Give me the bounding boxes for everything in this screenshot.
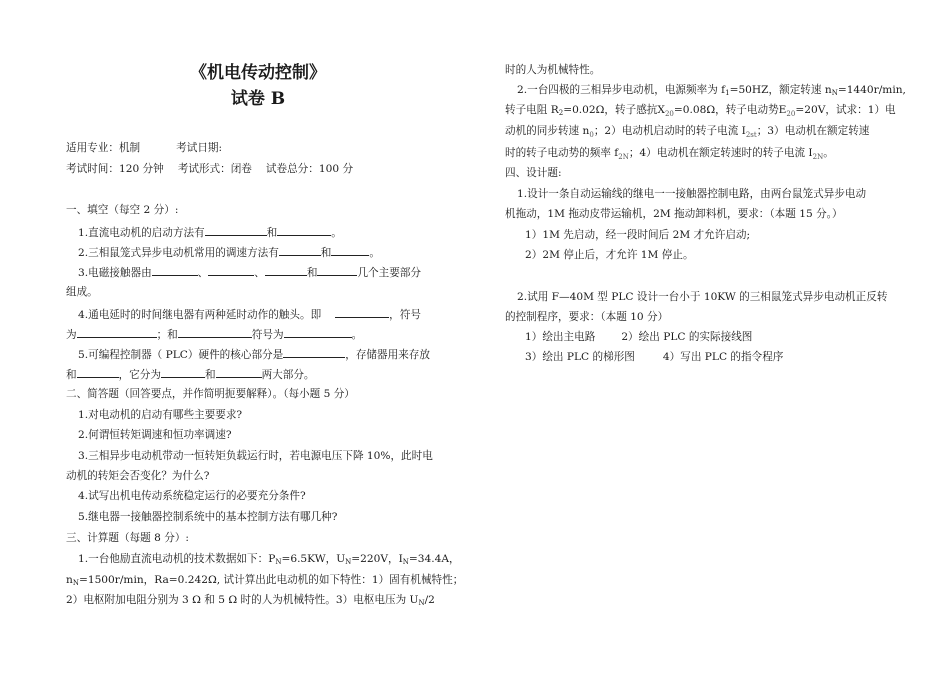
answer-blank bbox=[277, 224, 331, 236]
s1-q1: 1.直流电动机的启动方法有 和 。 bbox=[78, 224, 342, 240]
answer-blank bbox=[335, 306, 389, 318]
s4-q1-req2: 2）2M 停止后，才允许 1M 停止。 bbox=[525, 249, 694, 261]
s2-q1: 1.对电动机的启动有哪些主要要求? bbox=[78, 409, 243, 421]
s1-q2: 2.三相鼠笼式异步电动机常用的调速方法有 和 。 bbox=[78, 244, 380, 260]
answer-blank bbox=[161, 366, 205, 378]
exam-subtitle: 试卷 B bbox=[230, 89, 286, 109]
s1-q4: 4.通电延时的时间继电器有两种延时动作的触头。即 ，符号 bbox=[78, 306, 421, 322]
s3-q2-line4: 时的转子电动势的频率 $f_{2N}$；4）电动机在额定转速时的转子电流 $I_{2N}$。 bbox=[505, 147, 834, 161]
s4-q1-req1: 1）1M 先启动，经一段时间后 2M 才允许启动; bbox=[525, 229, 751, 241]
s3-q2-line3: 动机的同步转速 $n_0$；2）电动机启动时的转子电流 $I_{2st}$；3）电动机在额定转速 bbox=[505, 125, 870, 139]
meta-total-score: 试卷总分：100 分 bbox=[265, 163, 354, 175]
s2-q5: 5.继电器一接触器控制系统中的基本控制方法有哪几种? bbox=[78, 511, 338, 523]
s3-q1-line3: 2）电枢附加电阻分别为 3 Ω 和 5 Ω 时的人为机械特性。3）电枢电压为 $U_N/2$ bbox=[66, 594, 435, 607]
s4-q2-reqs-2: 3）绘出 PLC 的梯形图 4）写出 PLC 的指令程序 bbox=[525, 351, 784, 363]
s4-q1-line1: 1.设计一条自动运输线的继电一一接触器控制电路，由两台鼠笼式异步电动 bbox=[517, 188, 867, 200]
answer-blank bbox=[77, 326, 157, 338]
section-3-heading: 三、计算题（每题 8 分）: bbox=[66, 532, 189, 544]
answer-blank bbox=[178, 326, 252, 338]
section-2-heading: 二、简答题（回答要点，并作简明扼要解释）。（每小题 5 分） bbox=[66, 388, 355, 400]
answer-blank bbox=[77, 366, 119, 378]
answer-blank bbox=[283, 346, 345, 358]
section-4-heading: 四、设计题: bbox=[505, 167, 562, 179]
s1-q4-cont: 为 ；和 符号为 。 bbox=[66, 326, 362, 342]
s4-q2-reqs-1: 1）绘出主电路 2）绘出 PLC 的实际接线图 bbox=[525, 331, 753, 343]
answer-blank bbox=[279, 244, 321, 256]
s1-q3: 3.电磁接触器由 、 、 和 几个主要部分 bbox=[78, 264, 421, 280]
s2-q3-cont: 动机的转矩会否变化？为什么? bbox=[66, 470, 210, 482]
s2-q4: 4.试写出机电传动系统稳定运行的必要充分条件? bbox=[78, 490, 306, 502]
s1-q3-cont: 组成。 bbox=[66, 286, 98, 298]
answer-blank bbox=[284, 326, 352, 338]
s2-q2: 2.何谓恒转矩调速和恒功率调速? bbox=[78, 429, 232, 441]
section-1-heading: 一、填空（每空 2 分）: bbox=[66, 204, 179, 216]
s3-q2-line1: 2.一台四极的三相异步电动机，电源频率为 $f_1=50HZ$，额定转速 $n_N=1440r/\min$, bbox=[517, 84, 906, 97]
s3-q1-line2: $n_N=1500r/\min$，Ra=0.242Ω, 试计算出此电动机的如下特性：1）固有机械特性； bbox=[66, 574, 464, 587]
answer-blank bbox=[152, 264, 198, 276]
meta-line-2 bbox=[66, 162, 353, 176]
s1-q5-cont: 和 ，它分为 和 两大部分。 bbox=[66, 366, 315, 382]
answer-blank bbox=[205, 224, 267, 236]
meta-exam-date: 考试日期: bbox=[176, 142, 223, 154]
answer-blank bbox=[208, 264, 254, 276]
s2-q3: 3.三相异步电动机带动一恒转矩负载运行时，若电源电压下降 10%，此时电 bbox=[78, 450, 433, 462]
answer-blank bbox=[265, 264, 307, 276]
s1-q5: 5.可编程控制器（ PLC）硬件的核心部分是 ，存储器用来存放 bbox=[78, 346, 430, 362]
meta-exam-time: 考试时间：120 分钟 bbox=[66, 163, 164, 175]
s4-q1-line2: 机拖动，1M 拖动皮带运输机，2M 拖动卸料机，要求：（本题 15 分。） bbox=[505, 208, 843, 220]
meta-major: 适用专业：机制 bbox=[66, 142, 141, 154]
answer-blank bbox=[331, 244, 369, 256]
s3-q1-line1: 1.一台他励直流电动机的技术数据如下：$P_N=6.5KW$，$U_N=220V$，$I_N=34.4A$， bbox=[78, 553, 460, 566]
s3-q2-line2: 转子电阻 $R_2=0.02\Omega$，转子感抗$X_{20}=0.08\Omega$，转子电动势$E_{20}=20V$，试求：1）电 bbox=[505, 104, 896, 118]
exam-title: 《机电传动控制》 bbox=[190, 63, 326, 83]
meta-exam-form: 考试形式：闭卷 bbox=[177, 163, 252, 175]
answer-blank bbox=[216, 366, 262, 378]
s4-q2-line2: 的控制程序，要求：（本题 10 分） bbox=[505, 311, 669, 323]
s3-q1-cont: 时的人为机械特性。 bbox=[505, 64, 601, 76]
s4-q2-line1: 2.试用 F—40M 型 PLC 设计一台小于 10KW 的三相鼠笼式异步电动机正反转 bbox=[517, 291, 888, 303]
answer-blank bbox=[317, 264, 357, 276]
meta-line-1 bbox=[66, 141, 222, 155]
